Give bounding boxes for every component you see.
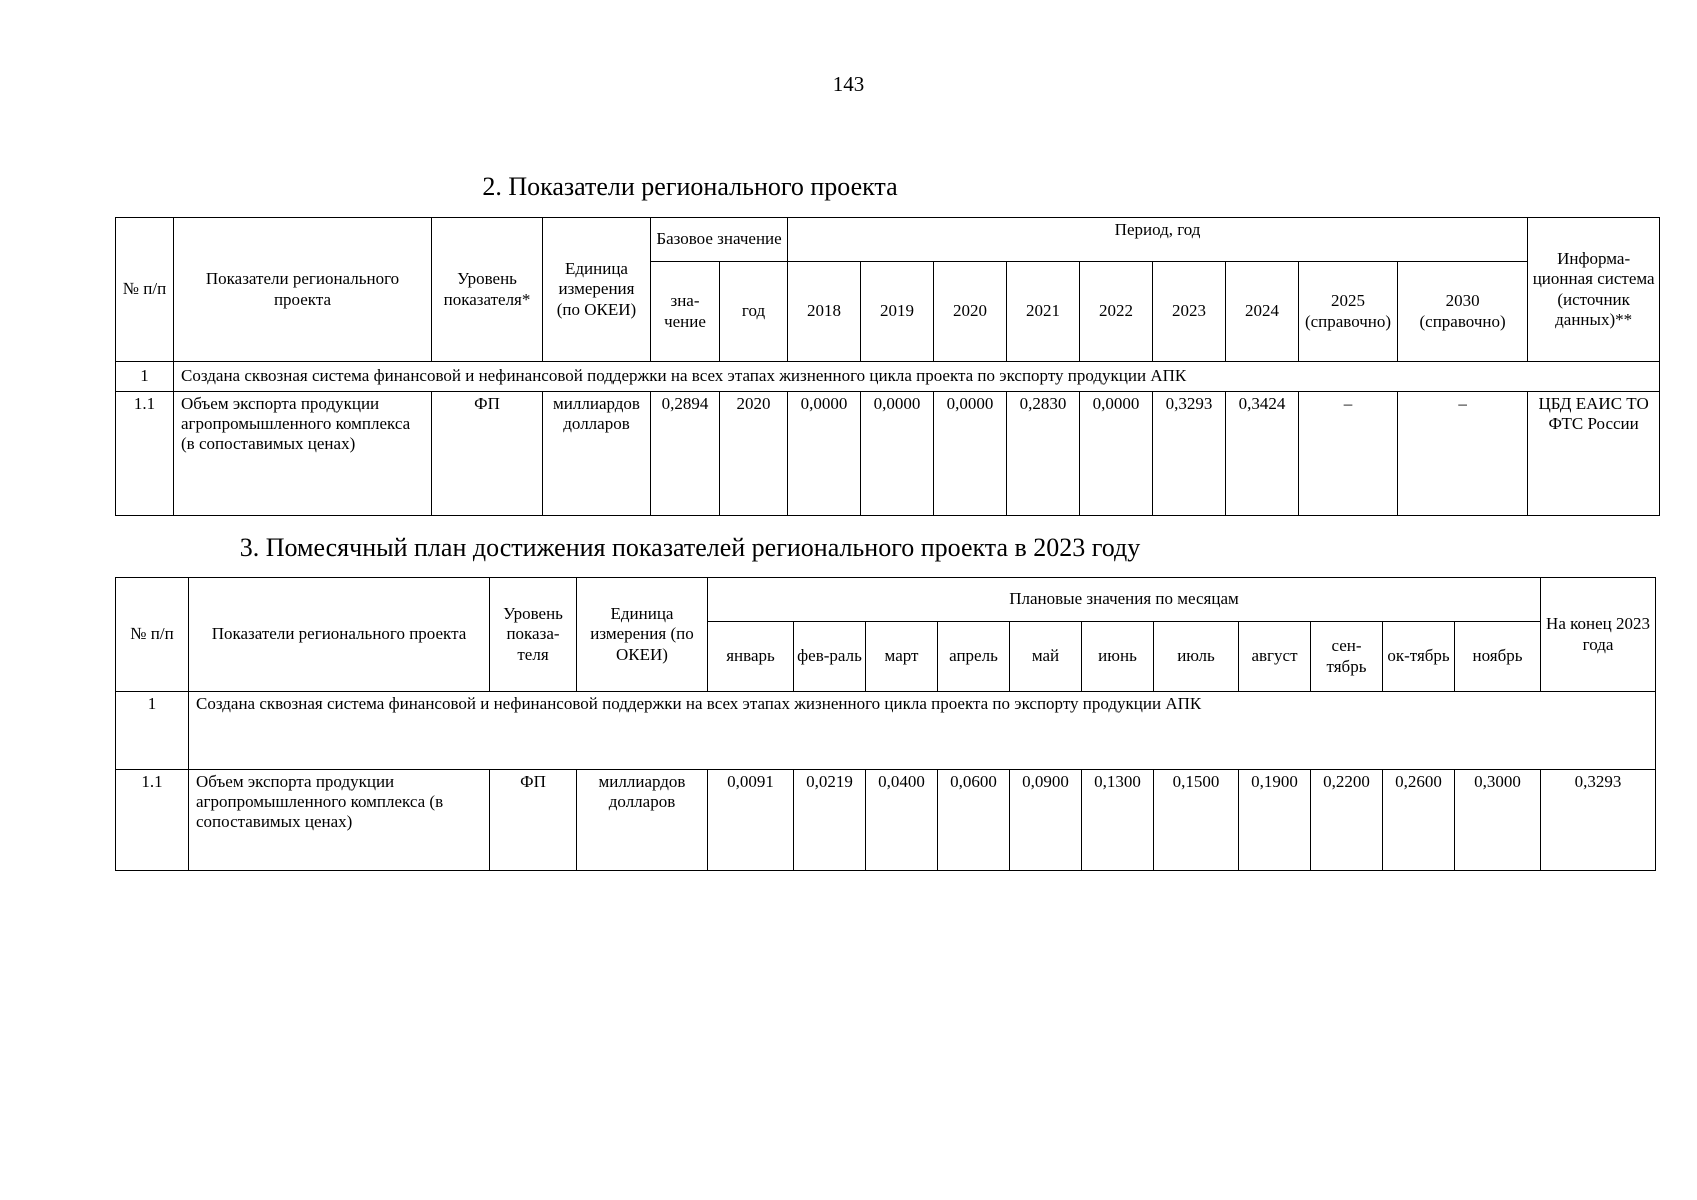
table-row xyxy=(116,770,1656,871)
header-monthly: Плановые значения по месяцам xyxy=(708,578,1541,622)
row-value: 0,1300 xyxy=(1082,770,1154,871)
header-row xyxy=(116,578,1656,622)
row-value: 0,0000 xyxy=(861,392,934,516)
group-text: Создана сквозная система финансовой и нефинансовой поддержки на всех этапах жизненного цикла проекта по экспорту продукции АПК xyxy=(189,692,1656,770)
row-value: 0,3293 xyxy=(1153,392,1226,516)
header-indicator: Показатели регионального проекта xyxy=(189,578,490,692)
header-year: 2018 xyxy=(788,262,861,362)
header-year: 2025 (справочно) xyxy=(1299,262,1398,362)
row-unit: миллиардов долларов xyxy=(577,770,708,871)
row-end: 0,3293 xyxy=(1541,770,1656,871)
section-2-title: 2. Показатели регионального проекта xyxy=(482,172,898,201)
row-source: ЦБД ЕАИС ТО ФТС России xyxy=(1528,392,1660,516)
header-period: Период, год xyxy=(788,218,1528,262)
header-year: 2020 xyxy=(934,262,1007,362)
row-value: 0,0000 xyxy=(1080,392,1153,516)
header-end: На конец 2023 года xyxy=(1541,578,1656,692)
header-month: ноябрь xyxy=(1455,622,1541,692)
row-value: 0,0400 xyxy=(866,770,938,871)
row-indicator: Объем экспорта продукции агропромышленного комплекса (в сопоставимых ценах) xyxy=(174,392,432,516)
row-num: 1.1 xyxy=(116,392,174,516)
header-month: январь xyxy=(708,622,794,692)
row-value: 0,1500 xyxy=(1154,770,1239,871)
group-num: 1 xyxy=(116,362,174,392)
header-indicator: Показатели регионального проекта xyxy=(174,218,432,362)
row-base-value: 0,2894 xyxy=(651,392,720,516)
row-value: 0,0000 xyxy=(788,392,861,516)
row-value: 0,2600 xyxy=(1383,770,1455,871)
header-year: 2024 xyxy=(1226,262,1299,362)
header-num: № п/п xyxy=(116,578,189,692)
header-level: Уровень показа-теля xyxy=(490,578,577,692)
header-unit: Единица измерения (по ОКЕИ) xyxy=(543,218,651,362)
row-value: 0,0600 xyxy=(938,770,1010,871)
row-value: – xyxy=(1398,392,1528,516)
page-number: 143 xyxy=(832,72,865,96)
header-year: 2030 (справочно) xyxy=(1398,262,1528,362)
row-value: 0,2830 xyxy=(1007,392,1080,516)
header-base-year: год xyxy=(720,262,788,362)
row-value: 0,0000 xyxy=(934,392,1007,516)
row-value: 0,0900 xyxy=(1010,770,1082,871)
header-year: 2021 xyxy=(1007,262,1080,362)
row-base-year: 2020 xyxy=(720,392,788,516)
row-level: ФП xyxy=(490,770,577,871)
header-level: Уровень показателя* xyxy=(432,218,543,362)
header-month: май xyxy=(1010,622,1082,692)
header-unit: Единица измерения (по ОКЕИ) xyxy=(577,578,708,692)
group-num: 1 xyxy=(116,692,189,770)
header-base-value: зна-чение xyxy=(651,262,720,362)
header-month: июль xyxy=(1154,622,1239,692)
header-year: 2023 xyxy=(1153,262,1226,362)
header-month: август xyxy=(1239,622,1311,692)
header-num: № п/п xyxy=(116,218,174,362)
group-text: Создана сквозная система финансовой и нефинансовой поддержки на всех этапах жизненного цикла проекта по экспорту продукции АПК xyxy=(174,362,1660,392)
row-value: 0,3000 xyxy=(1455,770,1541,871)
header-base: Базовое значение xyxy=(651,218,788,262)
row-value: 0,1900 xyxy=(1239,770,1311,871)
row-level: ФП xyxy=(432,392,543,516)
header-month: апрель xyxy=(938,622,1010,692)
row-value: 0,0091 xyxy=(708,770,794,871)
section-3-title: 3. Помесячный план достижения показателей регионального проекта в 2023 году xyxy=(239,533,1141,562)
group-row xyxy=(116,692,1656,770)
header-year: 2022 xyxy=(1080,262,1153,362)
group-row xyxy=(116,362,1660,392)
header-month: сен-тябрь xyxy=(1311,622,1383,692)
row-value: 0,2200 xyxy=(1311,770,1383,871)
header-year: 2019 xyxy=(861,262,934,362)
row-value: 0,0219 xyxy=(794,770,866,871)
row-num: 1.1 xyxy=(116,770,189,871)
row-value: – xyxy=(1299,392,1398,516)
monthly-plan-table xyxy=(115,577,1656,871)
row-value: 0,3424 xyxy=(1226,392,1299,516)
regional-indicators-table xyxy=(115,217,1660,516)
row-indicator: Объем экспорта продукции агропромышленного комплекса (в сопоставимых ценах) xyxy=(189,770,490,871)
header-month: фев-раль xyxy=(794,622,866,692)
header-row xyxy=(116,218,1660,262)
header-month: март xyxy=(866,622,938,692)
table-row xyxy=(116,392,1660,516)
header-source: Информа-ционная система (источник данных)** xyxy=(1528,218,1660,362)
row-unit: миллиардов долларов xyxy=(543,392,651,516)
header-month: июнь xyxy=(1082,622,1154,692)
header-month: ок-тябрь xyxy=(1383,622,1455,692)
